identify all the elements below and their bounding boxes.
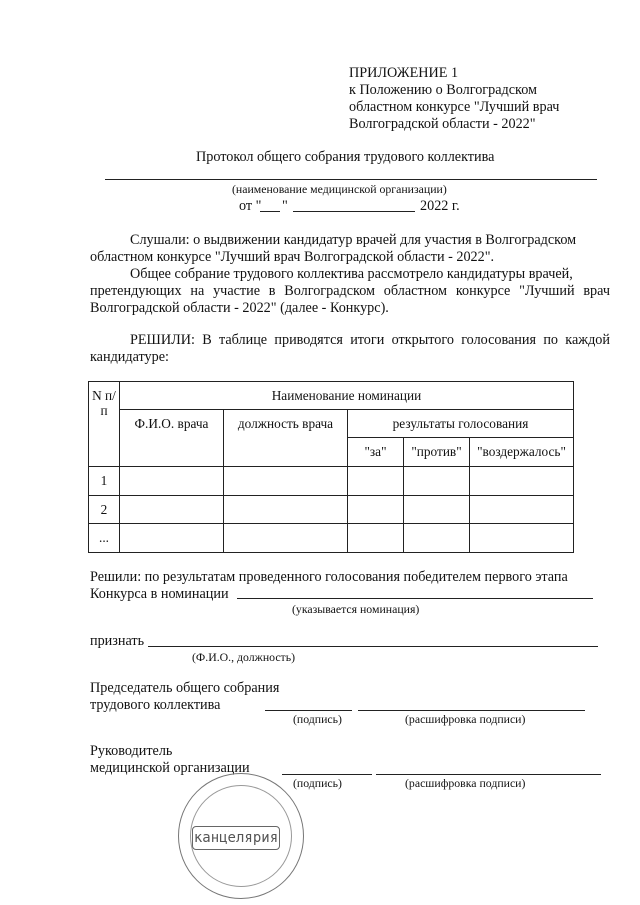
cell-for[interactable] (348, 496, 404, 524)
nomination-header: Наименование номинации (120, 382, 574, 410)
col-position-header: должность врача (224, 410, 348, 467)
head-signature-field[interactable] (282, 774, 372, 775)
signature-caption: (подпись) (293, 712, 342, 726)
resolution-text: Решили: по результатам проведенного голосования победителем первого этапа (90, 569, 568, 585)
row-number: ... (89, 524, 120, 553)
decided-text: кандидатуре: (90, 349, 169, 365)
appendix-title: ПРИЛОЖЕНИЕ 1 (349, 65, 459, 81)
decoding-caption: (расшифровка подписи) (405, 712, 526, 726)
cell-for[interactable] (348, 467, 404, 496)
date-prefix: от " (239, 198, 262, 214)
cell-fio[interactable] (120, 467, 224, 496)
col-abstain-header: "воздержалось" (470, 438, 574, 467)
head-decoding-field[interactable] (376, 774, 601, 775)
winner-field[interactable] (148, 646, 598, 647)
heard-text: Общее собрание трудового коллектива рассмотрело кандидатуры врачей, (130, 266, 573, 282)
cell-abstain[interactable] (470, 524, 574, 553)
heard-text: Слушали: о выдвижении кандидатур врачей для участия в Волгоградском (130, 232, 577, 248)
cell-against[interactable] (404, 524, 470, 553)
nomination-field[interactable] (237, 598, 593, 599)
nomination-caption: (указывается номинация) (292, 602, 420, 616)
cell-abstain[interactable] (470, 496, 574, 524)
voting-table (88, 381, 574, 553)
appendix-line: Волгоградской области - 2022" (349, 116, 536, 132)
col-n-header: N п/п (89, 382, 120, 467)
table-row (89, 524, 574, 553)
cell-against[interactable] (404, 467, 470, 496)
org-caption: (наименование медицинской организации) (232, 182, 447, 196)
chairman-title: Председатель общего собрания (90, 680, 280, 696)
voting-header: результаты голосования (348, 410, 574, 438)
org-name-field[interactable] (105, 179, 597, 180)
decoding-caption: (расшифровка подписи) (405, 776, 526, 790)
col-fio-header: Ф.И.О. врача (120, 410, 224, 467)
recognize-label: признать (90, 633, 145, 649)
cell-position[interactable] (224, 496, 348, 524)
cell-fio[interactable] (120, 496, 224, 524)
col-against-header: "против" (404, 438, 470, 467)
chairman-decoding-field[interactable] (358, 710, 585, 711)
chairman-title: трудового коллектива (90, 697, 221, 713)
head-title: медицинской организации (90, 760, 250, 776)
cell-for[interactable] (348, 524, 404, 553)
heard-text: претендующих на участие в Волгоградском областном конкурсе "Лучший врач (90, 283, 610, 299)
table-row (89, 496, 574, 524)
date-quote: " (282, 198, 288, 214)
cell-position[interactable] (224, 524, 348, 553)
cell-against[interactable] (404, 496, 470, 524)
chairman-signature-field[interactable] (265, 710, 352, 711)
decided-text: РЕШИЛИ: В таблице приводятся итоги открытого голосования по каждой (130, 332, 610, 348)
cell-abstain[interactable] (470, 467, 574, 496)
signature-caption: (подпись) (293, 776, 342, 790)
date-year: 2022 г. (420, 198, 460, 214)
heard-text: областном конкурсе "Лучший врач Волгоградской области - 2022". (90, 249, 495, 265)
stamp-label: канцелярия (192, 826, 280, 850)
resolution-text: Конкурса в номинации (90, 586, 229, 602)
cell-position[interactable] (224, 467, 348, 496)
protocol-title: Протокол общего собрания трудового коллектива (196, 149, 495, 165)
row-number: 1 (89, 467, 120, 496)
date-month-field[interactable] (293, 211, 415, 212)
table-row (89, 467, 574, 496)
col-for-header: "за" (348, 438, 404, 467)
row-number: 2 (89, 496, 120, 524)
date-day-field[interactable] (260, 211, 280, 212)
appendix-line: к Положению о Волгоградском (349, 82, 538, 98)
cell-fio[interactable] (120, 524, 224, 553)
heard-text: Волгоградской области - 2022" (далее - Конкурс). (90, 300, 389, 316)
fio-caption: (Ф.И.О., должность) (192, 650, 296, 664)
appendix-line: областном конкурсе "Лучший врач (349, 99, 560, 115)
head-title: Руководитель (90, 743, 173, 759)
